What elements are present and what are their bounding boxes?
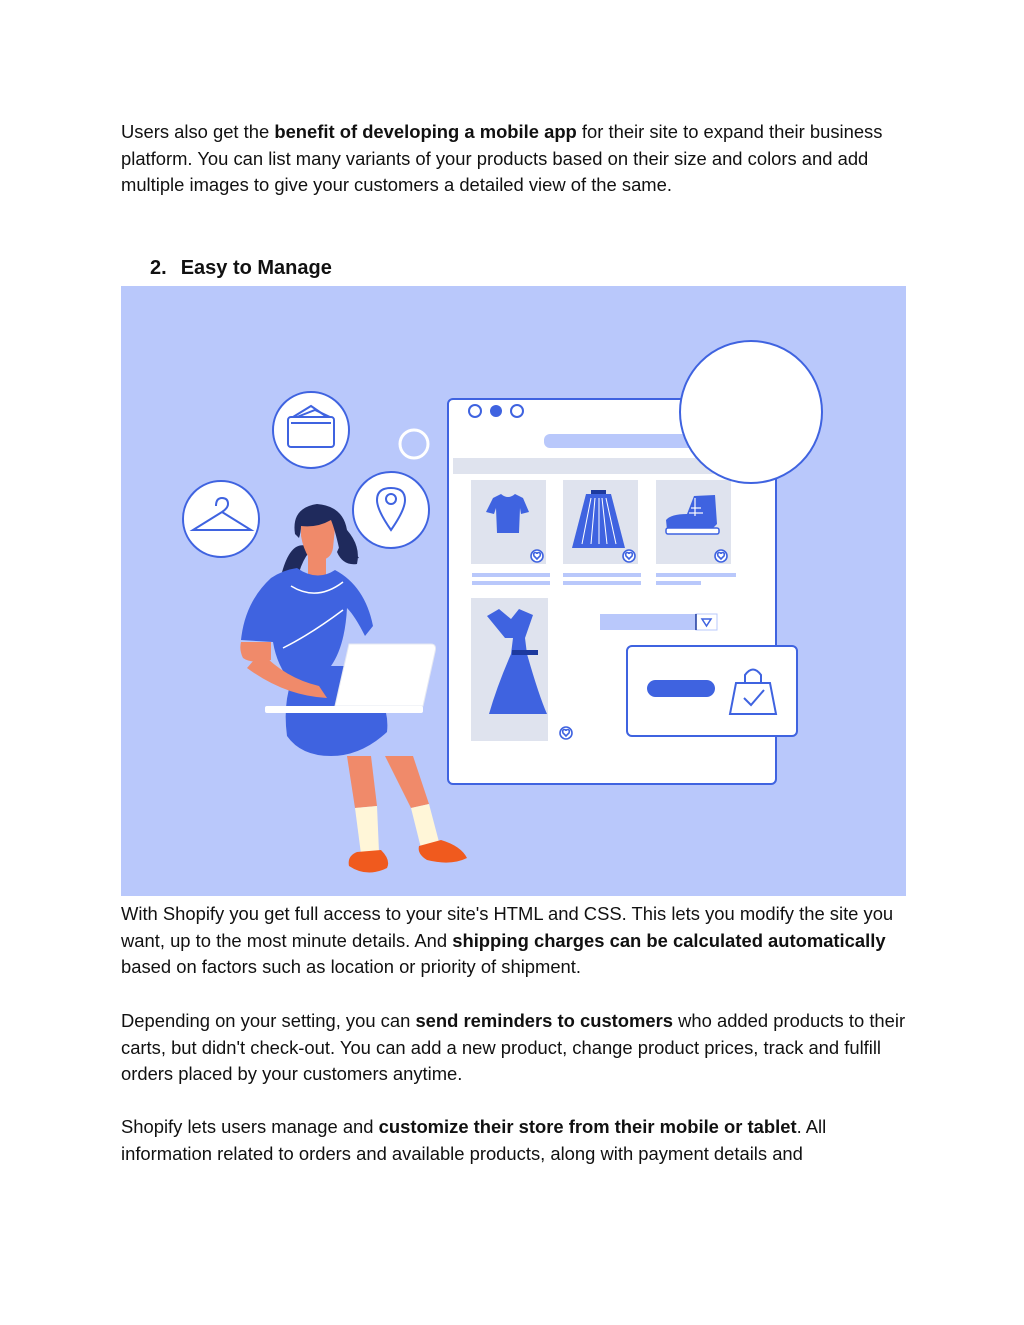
- mobile-manage-paragraph: Shopify lets users manage and customize their store from their mobile or tablet. All information related to orders and available products, along with payment details and: [121, 1116, 827, 1164]
- store-management-illustration: [121, 286, 906, 896]
- access-paragraph: With Shopify you get full access to your site's HTML and CSS. This lets you modify the site you want, up to the most minute details. And shipping charges can be calculated automatically based on factors such as location or priority of shipment.: [121, 903, 894, 977]
- checkout-panel: [627, 646, 797, 736]
- section-heading: [150, 255, 332, 281]
- reminders-highlight: send reminders to customers: [415, 1010, 674, 1031]
- location-pin-icon: [353, 472, 429, 548]
- hanger-icon: [183, 481, 259, 557]
- section-title: Easy to Manage: [180, 257, 332, 279]
- mobile-app-highlight: benefit of developing a mobile app: [274, 121, 577, 142]
- intro-paragraph: Users also get the benefit of developing a mobile app for their site to expand their business platform. You can list many variants of your products based on their size and colors and add multiple images to give your customers a detailed view of the same.: [121, 121, 883, 195]
- customize-highlight: customize their store from their mobile or tablet: [378, 1116, 797, 1137]
- reminders-paragraph: Depending on your setting, you can send reminders to customers who added products to their carts, but didn't check-out. You can add a new product, change product prices, track and fulfill orders placed by your customers anytime.: [121, 1010, 906, 1084]
- empty-circle-badge: [680, 341, 822, 483]
- section-number: 2.: [150, 257, 167, 279]
- shipping-highlight: shipping charges can be calculated automatically: [452, 929, 886, 951]
- wallet-icon: [273, 392, 349, 468]
- woman-with-laptop: [240, 504, 467, 873]
